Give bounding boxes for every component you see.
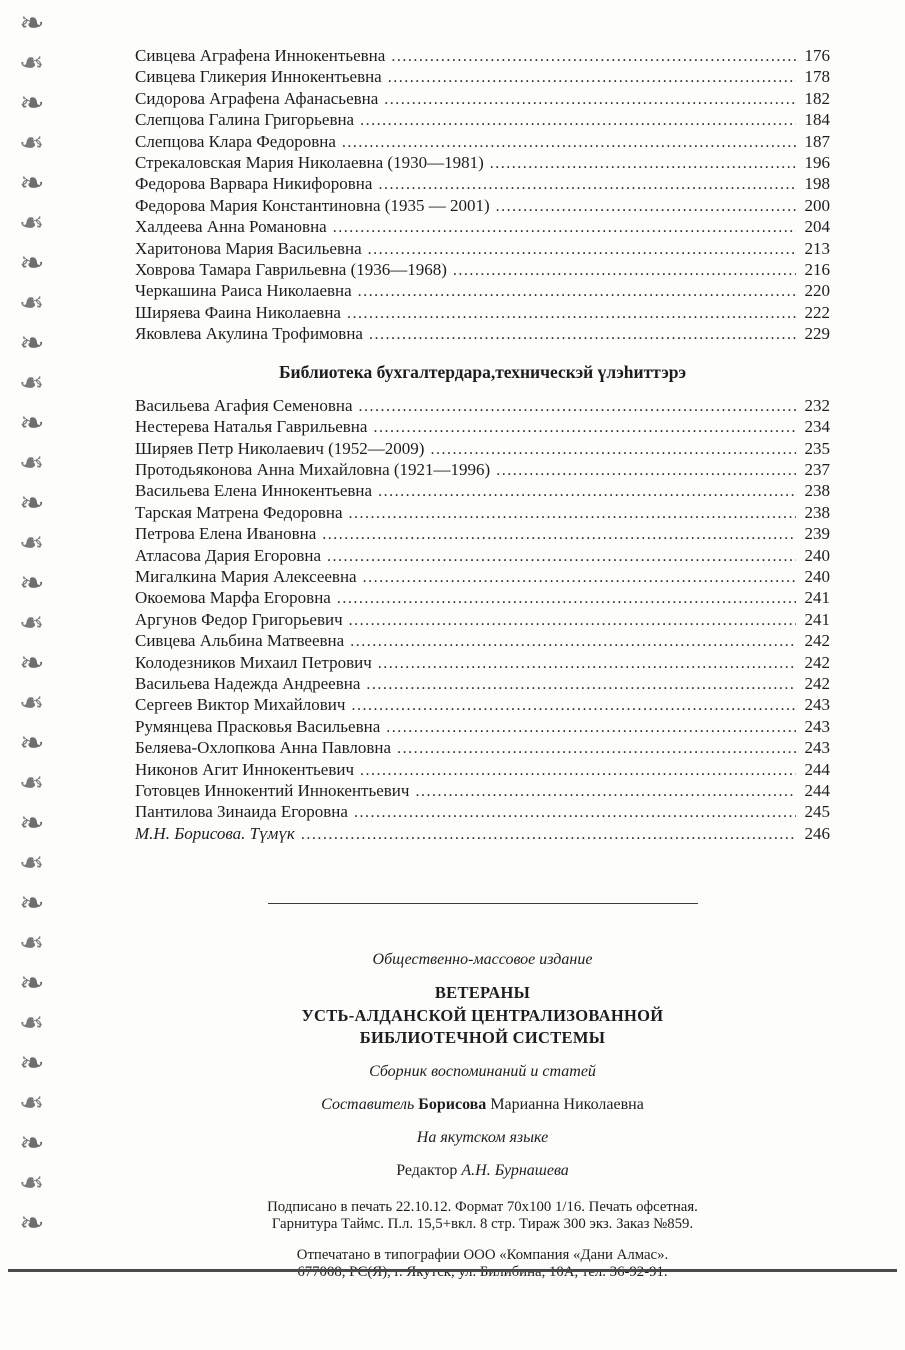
toc-entry-page: 178	[804, 67, 830, 87]
compiler-name: Марианна Николаевна	[490, 1095, 644, 1113]
toc-entry	[135, 738, 830, 759]
toc-entry-page: 204	[804, 217, 830, 237]
toc-entry	[135, 781, 830, 802]
dot-leader	[354, 802, 796, 823]
toc-entry-page: 220	[804, 281, 830, 301]
editor-name: А.Н. Бурнашева	[461, 1161, 569, 1179]
toc-entry-page: 240	[804, 545, 830, 565]
toc-entry-name: Ширяев Петр Николаевич (1952—2009)	[135, 438, 425, 458]
toc-entry-name: Федорова Мария Константиновна (1935 — 2001)	[135, 195, 490, 215]
toc-entry-page: 243	[804, 738, 830, 758]
toc-entry	[135, 239, 830, 260]
dot-leader	[378, 481, 796, 502]
ornament-motif-icon: ❧	[19, 166, 45, 201]
toc-entry	[135, 503, 830, 524]
ornament-motif-icon: ❧	[19, 286, 45, 321]
print-info-line1: Подписано в печать 22.10.12. Формат 70х100 1/16. Печать офсетная.	[267, 1198, 698, 1215]
ornament-motif-icon: ❧	[19, 886, 45, 921]
toc-entry-page: 182	[804, 88, 830, 108]
editor-label: Редактор	[396, 1161, 458, 1179]
toc-entry-page: 242	[804, 631, 830, 651]
toc-entry-page: 246	[804, 823, 830, 843]
book-title-line2: УСТЬ-АЛДАНСКОЙ ЦЕНТРАЛИЗОВАННОЙ	[301, 1005, 664, 1025]
toc-entry	[135, 46, 830, 67]
toc-entry-name: Харитонова Мария Васильевна	[135, 238, 362, 258]
dot-leader	[415, 781, 796, 802]
toc-entry-page: 242	[804, 652, 830, 672]
dot-leader	[347, 303, 796, 324]
ornament-motif-icon: ❧	[19, 6, 45, 41]
toc-entry	[135, 110, 830, 131]
ornament-motif-icon: ❧	[19, 766, 45, 801]
ornament-motif-icon: ❧	[19, 1006, 45, 1041]
dot-leader	[386, 717, 796, 738]
ornament-motif-icon: ❧	[19, 406, 45, 441]
dot-leader	[301, 824, 796, 845]
ornament-motif-icon: ❧	[19, 446, 45, 481]
compiler-label: Составитель	[321, 1095, 415, 1113]
toc-entry-page: 184	[804, 110, 830, 130]
toc-entry-page: 245	[804, 802, 830, 822]
toc-entry	[135, 760, 830, 781]
dot-leader	[349, 503, 796, 524]
toc-entry-page: 229	[804, 324, 830, 344]
dot-leader	[358, 281, 796, 302]
toc-entry	[135, 217, 830, 238]
printer-line2: 677008, РС(Я), г. Якутск, ул. Билибина, 10А, тел. 36-92-91.	[297, 1263, 668, 1280]
book-title-line1: ВЕТЕРАНЫ	[434, 983, 531, 1003]
compiler-surname: Борисова	[418, 1095, 487, 1113]
dot-leader	[430, 439, 796, 460]
toc-entry-page: 234	[804, 417, 830, 437]
dot-leader	[496, 196, 796, 217]
toc-entry-name: Яковлева Акулина Трофимовна	[135, 324, 363, 344]
ornament-motif-icon: ❧	[19, 86, 45, 121]
toc-entry-page: 241	[804, 588, 830, 608]
ornament-motif-icon: ❧	[19, 1046, 45, 1081]
compiler-line	[135, 1095, 830, 1115]
toc-entry-name: Колодезников Михаил Петрович	[135, 652, 372, 672]
toc-entry	[135, 481, 830, 502]
toc-entry-name: Слепцова Галина Григорьевна	[135, 110, 355, 130]
ornament-motif-icon: ❧	[19, 686, 45, 721]
ornament-motif-icon: ❧	[19, 606, 45, 641]
toc-entry-name: Слепцова Клара Федоровна	[135, 131, 336, 151]
toc-entry-page: 232	[804, 395, 830, 415]
toc-entry-name: Пантилова Зинаида Егоровна	[135, 802, 348, 822]
dot-leader	[360, 110, 796, 131]
toc-entry	[135, 132, 830, 153]
dot-leader	[453, 260, 796, 281]
toc-entry-name: Сивцева Альбина Матвеевна	[135, 631, 345, 651]
toc-entry	[135, 653, 830, 674]
ornament-motif-icon: ❧	[19, 846, 45, 881]
dot-leader	[322, 524, 796, 545]
toc-entry	[135, 281, 830, 302]
toc-entry	[135, 802, 830, 823]
toc-entry-page: 243	[804, 695, 830, 715]
toc-entry-name: Сергеев Виктор Михайлович	[135, 695, 346, 715]
ornament-motif-icon: ❧	[19, 1086, 45, 1121]
ornament-motif-icon: ❧	[19, 526, 45, 561]
toc-entry-page: 242	[804, 673, 830, 693]
toc-entry-page: 244	[804, 759, 830, 779]
dot-leader	[384, 89, 796, 110]
ornament-motif-icon: ❧	[19, 806, 45, 841]
toc-entry-page: 196	[804, 153, 830, 173]
toc-entry	[135, 260, 830, 281]
dot-leader	[368, 239, 796, 260]
ornament-motif-icon: ❧	[19, 366, 45, 401]
toc-entry-name: Беляева-Охлопкова Анна Павловна	[135, 738, 392, 758]
toc-entry-page: 176	[804, 46, 830, 65]
toc-entry-name: Петрова Елена Ивановна	[135, 524, 317, 544]
toc-entry-name: Атласова Дария Егоровна	[135, 545, 322, 565]
dot-leader	[397, 738, 796, 759]
toc-entry-name: Ховрова Тамара Гаврильевна (1936—1968)	[135, 260, 447, 280]
toc-entry-page: 238	[804, 481, 830, 501]
dot-leader	[378, 174, 796, 195]
toc-entry-name: Аргунов Федор Григорьевич	[135, 609, 343, 629]
dot-leader	[496, 460, 796, 481]
toc-entry-page: 243	[804, 716, 830, 736]
toc-entry	[135, 824, 830, 845]
dot-leader	[333, 217, 796, 238]
toc-entry	[135, 588, 830, 609]
toc-entry	[135, 67, 830, 88]
book-title-line3: БИБЛИОТЕЧНОЙ СИСТЕМЫ	[359, 1028, 606, 1048]
ornament-motif-icon: ❧	[19, 486, 45, 521]
toc-entry	[135, 417, 830, 438]
toc-entry-name: Сивцева Гликерия Иннокентьевна	[135, 67, 382, 87]
dot-leader	[369, 324, 796, 345]
dot-leader	[373, 417, 796, 438]
ornament-motif-icon: ❧	[19, 46, 45, 81]
bottom-rule	[8, 1269, 897, 1272]
toc-entry-page: 216	[804, 260, 830, 280]
toc-entry	[135, 631, 830, 652]
toc-entry	[135, 460, 830, 481]
book-subtitle: Сборник воспоминаний и статей	[369, 1062, 596, 1080]
toc-entry-page: 198	[804, 174, 830, 194]
toc-entry	[135, 153, 830, 174]
toc-entry	[135, 524, 830, 545]
print-info-line2: Гарнитура Таймс. П.л. 15,5+вкл. 8 стр. Тираж 300 экз. Заказ №859.	[271, 1215, 694, 1232]
ornament-motif-icon: ❧	[19, 726, 45, 761]
toc-entry-name: Румянцева Прасковья Васильевна	[135, 716, 381, 736]
toc-entry-page: 244	[804, 781, 830, 800]
dot-leader	[391, 46, 796, 67]
dot-leader	[360, 760, 796, 781]
dot-leader	[363, 567, 796, 588]
toc-entry-page: 237	[804, 459, 830, 479]
dot-leader	[388, 67, 796, 88]
dot-leader	[327, 546, 796, 567]
dot-leader	[366, 674, 796, 695]
toc-entry	[135, 89, 830, 110]
dot-leader	[378, 653, 796, 674]
language-note: На якутском языке	[416, 1128, 549, 1146]
dot-leader	[349, 610, 796, 631]
page-content	[135, 0, 830, 1281]
toc-entry	[135, 695, 830, 716]
toc-entry-name: Мигалкина Мария Алексеевна	[135, 566, 357, 586]
book-title	[135, 982, 830, 1050]
toc-entry-name: Стрекаловская Мария Николаевна (1930—1981)	[135, 153, 484, 173]
toc-entry-name: Нестерева Наталья Гаврильевна	[135, 417, 368, 437]
colophon	[135, 950, 830, 1281]
ornament-motif-icon: ❧	[19, 126, 45, 161]
toc-entry	[135, 324, 830, 345]
ornament-motif-icon: ❧	[19, 1126, 45, 1161]
dot-leader	[350, 631, 796, 652]
toc-entry-name: Тарская Матрена Федоровна	[135, 502, 343, 522]
toc-entry-page: 200	[804, 195, 830, 215]
toc-entry-name: Федорова Варвара Никифоровна	[135, 174, 373, 194]
section-heading: Библиотека бухгалтердара,техническэй үлэһиттэрэ	[278, 361, 687, 382]
toc-entry-page: 222	[804, 302, 830, 322]
toc-entry-page: 238	[804, 502, 830, 522]
toc-entry-name: М.Н. Борисова. Түмүк	[135, 823, 295, 843]
toc-entry	[135, 717, 830, 738]
ornament-motif-icon: ❧	[19, 566, 45, 601]
toc-entry	[135, 196, 830, 217]
ornament-motif-icon: ❧	[19, 246, 45, 281]
dot-leader	[351, 695, 796, 716]
toc-entry-page: 240	[804, 566, 830, 586]
ornament-motif-icon: ❧	[19, 646, 45, 681]
toc-entry-page: 187	[804, 131, 830, 151]
dot-leader	[337, 588, 796, 609]
toc-entry-name: Окоемова Марфа Егоровна	[135, 588, 331, 608]
toc-entry-name: Протодьяконова Анна Михайловна (1921—1996)	[135, 459, 491, 479]
toc-entry	[135, 546, 830, 567]
toc-entry-name: Васильева Надежда Андреевна	[135, 673, 361, 693]
toc-section-2	[135, 396, 830, 846]
toc-entry-name: Сивцева Аграфена Иннокентьевна	[135, 46, 386, 65]
toc-entry-name: Сидорова Аграфена Афанасьевна	[135, 88, 379, 108]
edition-type: Общественно-массовое издание	[372, 951, 593, 969]
toc-entry	[135, 567, 830, 588]
toc-entry-page: 235	[804, 438, 830, 458]
toc-section-1	[135, 46, 830, 346]
editor-line	[135, 1161, 830, 1181]
ornament-motif-icon: ❧	[19, 326, 45, 361]
print-info	[135, 1199, 830, 1233]
dot-leader	[342, 132, 796, 153]
toc-entry-page: 241	[804, 609, 830, 629]
toc-entry-page: 213	[804, 238, 830, 258]
toc-entry	[135, 610, 830, 631]
toc-entry	[135, 674, 830, 695]
ornament-motif-icon: ❧	[19, 1166, 45, 1201]
dot-leader	[359, 396, 796, 417]
divider-line	[268, 903, 698, 904]
dot-leader	[490, 153, 796, 174]
toc-entry-name: Готовцев Иннокентий Иннокентьевич	[135, 781, 410, 800]
toc-entry-name: Васильева Елена Иннокентьевна	[135, 481, 373, 501]
ornament-border	[4, 4, 60, 1260]
toc-entry-name: Васильева Агафия Семеновна	[135, 395, 353, 415]
ornament-motif-icon: ❧	[19, 926, 45, 961]
ornament-motif-icon: ❧	[19, 966, 45, 1001]
toc-entry	[135, 439, 830, 460]
toc-entry-name: Черкашина Раиса Николаевна	[135, 281, 352, 301]
toc-entry	[135, 174, 830, 195]
printer-info	[135, 1247, 830, 1281]
toc-entry-name: Никонов Агит Иннокентьевич	[135, 759, 355, 779]
ornament-motif-icon: ❧	[19, 1206, 45, 1241]
toc-entry-page: 239	[804, 524, 830, 544]
toc-entry	[135, 396, 830, 417]
ornament-motif-icon: ❧	[19, 206, 45, 241]
toc-entry-name: Ширяева Фаина Николаевна	[135, 302, 341, 322]
printer-line1: Отпечатано в типографии ООО «Компания «Дани Алмас».	[296, 1246, 669, 1263]
toc-entry	[135, 303, 830, 324]
toc-entry-name: Халдеева Анна Романовна	[135, 217, 327, 237]
